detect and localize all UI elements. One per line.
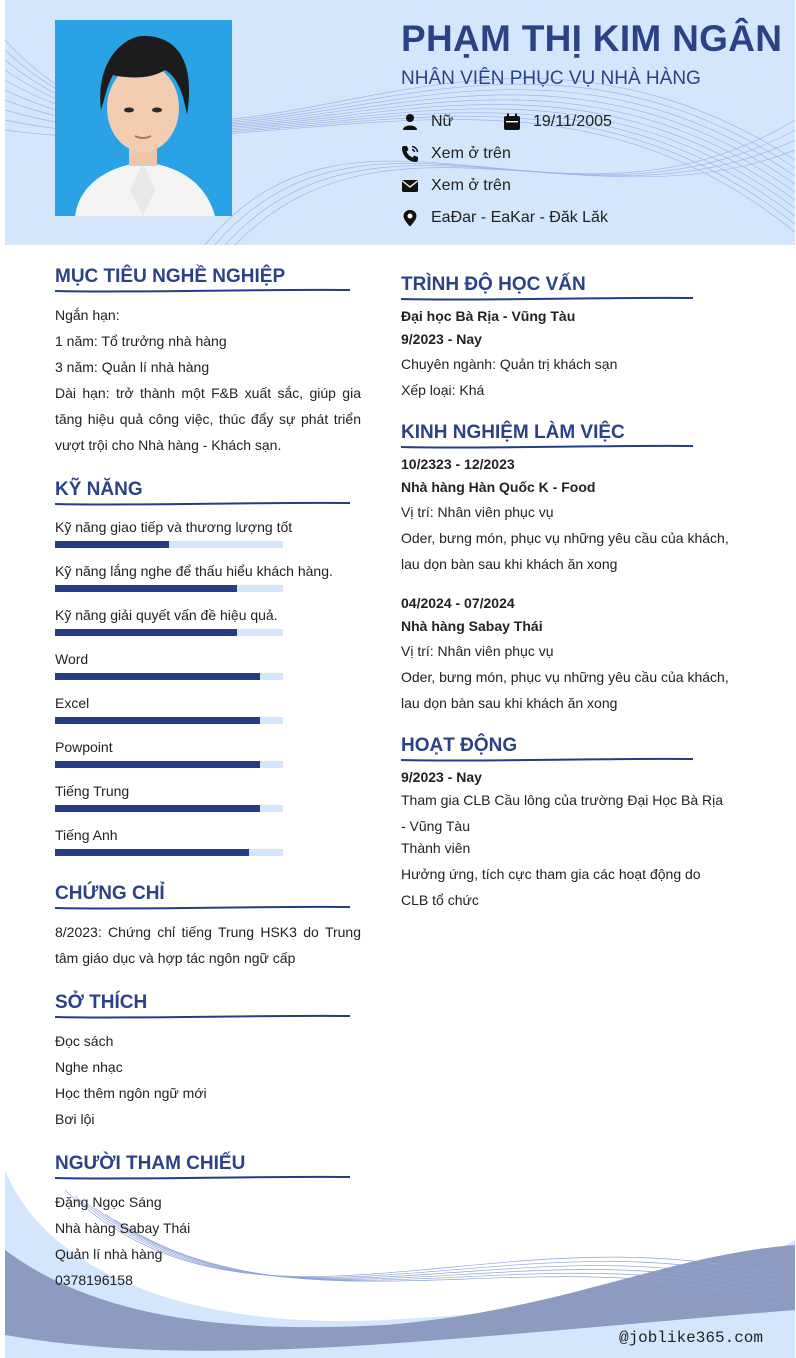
reference-position: Quản lí nhà hàng (55, 1246, 163, 1262)
experience-underline (401, 444, 693, 450)
reference-name: Đặng Ngọc Sáng (55, 1194, 162, 1210)
education-school: Đại học Bà Rịa - Vũng Tàu (401, 308, 576, 324)
job-company: Nhà hàng Sabay Thái (401, 618, 543, 634)
education-major: Chuyên ngành: Quản trị khách sạn (401, 356, 618, 372)
job-period: 04/2024 - 07/2024 (401, 595, 515, 611)
education-heading: TRÌNH ĐỘ HỌC VẤN (401, 274, 586, 295)
skill-bar-track (55, 805, 283, 812)
objective-short-label: Ngắn hạn: (55, 307, 120, 323)
job-position: Vị trí: Nhân viên phục vụ (401, 504, 554, 520)
education-underline (401, 296, 693, 302)
reference-company: Nhà hàng Sabay Thái (55, 1220, 191, 1236)
activity-period: 9/2023 - Nay (401, 769, 482, 785)
hobbies-heading: SỞ THÍCH (55, 992, 148, 1013)
candidate-name: PHẠM THỊ KIM NGÂN (401, 18, 783, 59)
objective-line-1: 1 năm: Tổ trưởng nhà hàng (55, 333, 227, 349)
objective-underline (55, 288, 350, 294)
brand-watermark: @joblike365.com (618, 1329, 763, 1347)
skill-label: Kỹ năng giao tiếp và thương lượng tốt (55, 519, 293, 535)
skills-underline (55, 501, 350, 507)
skill-bar-track (55, 541, 283, 548)
cv-page (5, 0, 795, 1358)
envelope-icon (401, 177, 419, 195)
skill-bar-track (55, 849, 283, 856)
skill-bar-fill (55, 805, 260, 812)
skill-label: Kỹ năng lắng nghe để thấu hiểu khách hàng. (55, 563, 333, 579)
references-heading: NGƯỜI THAM CHIẾU (55, 1153, 246, 1174)
activity-role: Thành viên (401, 840, 471, 856)
skills-heading: KỸ NĂNG (55, 479, 143, 500)
skill-label: Powpoint (55, 739, 113, 755)
skill-bar-fill (55, 585, 237, 592)
objective-line-2: 3 năm: Quản lí nhà hàng (55, 359, 210, 375)
hobby-item: Bơi lội (55, 1111, 95, 1127)
map-pin-icon (401, 209, 419, 227)
objective-heading: MỤC TIÊU NGHỀ NGHIỆP (55, 266, 286, 287)
dob-row (503, 113, 612, 131)
dob-value: 19/11/2005 (533, 113, 612, 130)
certificates-heading: CHỨNG CHỈ (55, 883, 165, 904)
gender-row (401, 113, 453, 131)
skill-label: Tiếng Anh (55, 827, 118, 843)
skill-bar-fill (55, 673, 260, 680)
activities-heading: HOẠT ĐỘNG (401, 735, 518, 756)
profile-photo (55, 20, 232, 216)
skill-label: Tiếng Trung (55, 783, 130, 799)
skill-bar-track (55, 717, 283, 724)
phone-value: Xem ở trên (431, 145, 511, 162)
address-value: EaĐar - EaKar - Đăk Lăk (431, 209, 608, 226)
user-icon (401, 113, 419, 131)
references-underline (55, 1175, 350, 1181)
job-position: Vị trí: Nhân viên phục vụ (401, 643, 554, 659)
phone-icon (401, 145, 419, 163)
job-description: Oder, bưng món, phục vụ những yêu cầu của khách, lau dọn bàn sau khi khách ăn xong (401, 530, 729, 572)
skill-label: Word (55, 651, 89, 667)
education-rank: Xếp loại: Khá (401, 382, 485, 398)
header (5, 0, 795, 245)
objective-long-term: Dài hạn: trở thành một F&B xuất sắc, giúp gia tăng hiệu quả công việc, thúc đẩy sự phát triển vượt trội cho Nhà hàng - Khách sạn. (55, 385, 361, 453)
hobby-item: Đọc sách (55, 1033, 114, 1049)
skill-bar-track (55, 673, 283, 680)
job-period: 10/2323 - 12/2023 (401, 456, 515, 472)
skill-label: Kỹ năng giải quyết vấn đề hiệu quả. (55, 607, 278, 623)
skill-bar-fill (55, 629, 237, 636)
activities-underline (401, 757, 693, 763)
email-row (401, 177, 511, 195)
experience-heading: KINH NGHIỆM LÀM VIỆC (401, 422, 625, 443)
job-title: NHÂN VIÊN PHỤC VỤ NHÀ HÀNG (401, 68, 701, 89)
hobbies-underline (55, 1014, 350, 1020)
hobby-item: Học thêm ngôn ngữ mới (55, 1085, 207, 1101)
reference-phone: 0378196158 (55, 1272, 133, 1288)
job-company: Nhà hàng Hàn Quốc K - Food (401, 479, 596, 495)
skill-bar-track (55, 761, 283, 768)
skill-bar-fill (55, 761, 260, 768)
skill-bar-track (55, 629, 283, 636)
education-period: 9/2023 - Nay (401, 331, 482, 347)
gender-value: Nữ (431, 113, 454, 130)
certificates-underline (55, 905, 350, 911)
hobby-item: Nghe nhạc (55, 1059, 123, 1075)
activity-name: Tham gia CLB Cầu lông của trường Đại Học Bà Rịa - Vũng Tàu (401, 792, 724, 834)
job-description: Oder, bưng món, phục vụ những yêu cầu của khách, lau dọn bàn sau khi khách ăn xong (401, 669, 729, 711)
skill-bar-track (55, 585, 283, 592)
skill-bar-fill (55, 541, 169, 548)
calendar-icon (503, 113, 521, 131)
activity-description: Hưởng ứng, tích cực tham gia các hoạt động do CLB tổ chức (401, 866, 701, 908)
skill-bar-fill (55, 717, 260, 724)
address-row (401, 209, 608, 227)
certificate-text: 8/2023: Chứng chỉ tiếng Trung HSK3 do Trung tâm giáo dục và hợp tác ngôn ngữ cấp (55, 924, 361, 966)
email-value: Xem ở trên (431, 177, 511, 194)
skill-label: Excel (55, 695, 90, 711)
skill-bar-fill (55, 849, 249, 856)
phone-row (401, 145, 511, 163)
